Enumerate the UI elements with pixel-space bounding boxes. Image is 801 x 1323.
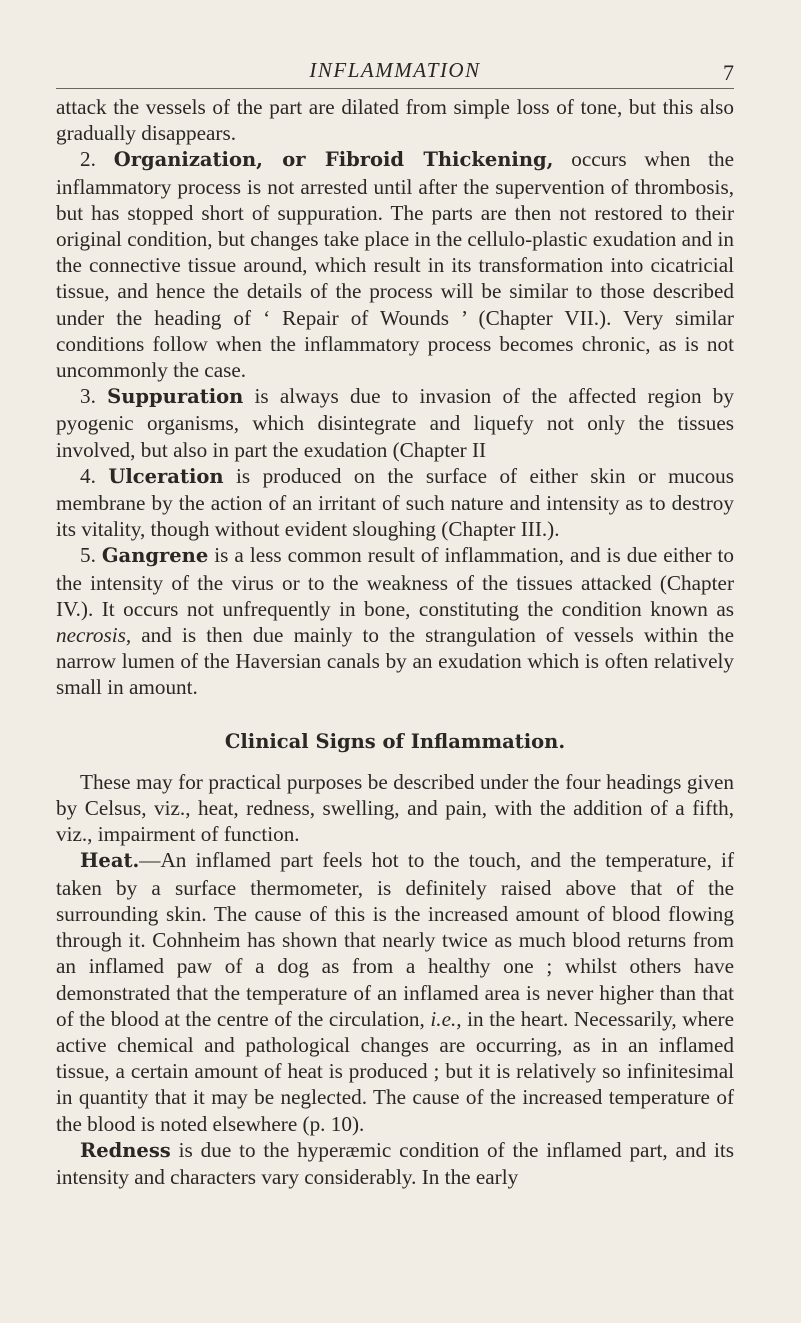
paragraph-text: is a less common result of inflammation, and is due either to the intensity of the virus or to the weakness of the tissues attacked (Chapter IV.). It occurs not unfrequently in bone, constituting the condition known as — [56, 543, 735, 621]
section-heading: Clinical Signs of Inflammation. — [224, 729, 566, 753]
page-number: 7 — [723, 60, 734, 85]
paragraph-text: is due to the hyperæmic condition of the inflamed part, and its intensity and characters vary considerably. In the early — [56, 1137, 735, 1189]
paragraph-continuation — [56, 94, 734, 146]
paragraph-text: is always due to invasion of the affected region by pyogenic organisms, which disintegrate and liquefy not only the tissues involved, but also in part the exudation (Chapter II — [56, 384, 734, 462]
term-suppuration: Suppuration — [107, 385, 244, 409]
paragraph-suppuration — [56, 383, 734, 463]
item-number: 5. — [80, 543, 96, 568]
term-redness: Redness — [80, 1138, 171, 1162]
item-number: 3. — [80, 384, 96, 409]
paragraph-text: —An inflamed part feels hot to the touch, and the temperature, if taken by a surface thermometer, is definitely raised above that of the surrounding skin. The cause of this is the increased amount of blood flowing through it. Cohnheim has shown that nearly twice as much blood returns from an inflamed paw of a dog as from a healthy one ; whilst others have demonstrated that the temperature of an inflamed area is never higher than that of the blood at the centre of the circulation, — [56, 848, 734, 1031]
page-header — [56, 48, 734, 89]
paragraph-text: is produced on the surface of either skin or mucous membrane by the action of an irritant of such nature and intensity as to destroy its vitality, though without evident sloughing (Chapter III.). — [56, 463, 734, 542]
paragraph-ulceration — [56, 463, 734, 543]
term-organization: Organization, or Fibroid Thickening, — [113, 148, 554, 172]
paragraph-organization — [56, 146, 734, 383]
term-ulceration: Ulceration — [108, 464, 224, 488]
paragraph-gangrene — [56, 542, 734, 700]
paragraph-text: occurs when the inflammatory process is not arrested until after the supervention of thrombosis, but has stopped short of suppuration. The parts are then not restored to their original condition, but changes take place in the cellulo-plastic exudation and in the connective tissue around, which result in its transformation into cicatricial tissue, and hence the details of the process will be similar to those described under the heading of ‘ Repair of Wounds ’ (Chapter VII.). Very similar conditions follow when the inflammatory process becomes chronic, as is not uncommonly the case. — [56, 147, 735, 383]
italic-ie: i.e., — [430, 1006, 462, 1031]
item-number: 4. — [80, 463, 96, 488]
paragraph-intro — [56, 769, 734, 848]
item-number: 2. — [80, 147, 96, 172]
term-heat: Heat. — [80, 849, 140, 873]
paragraph-redness — [56, 1137, 734, 1190]
italic-necrosis: necrosis, — [56, 623, 132, 648]
paragraph-text: These may for practical purposes be described under the four headings given by Celsus, viz., heat, redness, swelling, and pain, with the addition of a fifth, viz., impairment of function. — [56, 769, 734, 847]
term-gangrene: Gangrene — [101, 544, 209, 568]
paragraph-heat — [56, 847, 734, 1136]
paragraph-text: attack the vessels of the part are dilated from simple loss of tone, but this also gradually disappears. — [56, 95, 734, 146]
body-text — [56, 94, 734, 1190]
paragraph-text: and is then due mainly to the strangulation of vessels within the narrow lumen of the Haversian canals by an exudation which is often relatively small in amount. — [56, 623, 735, 700]
running-title: INFLAMMATION — [309, 58, 481, 82]
paragraph-text: in the heart. Necessarily, where active chemical and pathological changes are occurring, as in an inflamed tissue, a certain amount of heat is produced ; but it is relatively so infinitesimal in quantity that it may be neglected. The cause of the increased temperature of the blood is noted elsewhere (p. 10). — [56, 1006, 735, 1136]
